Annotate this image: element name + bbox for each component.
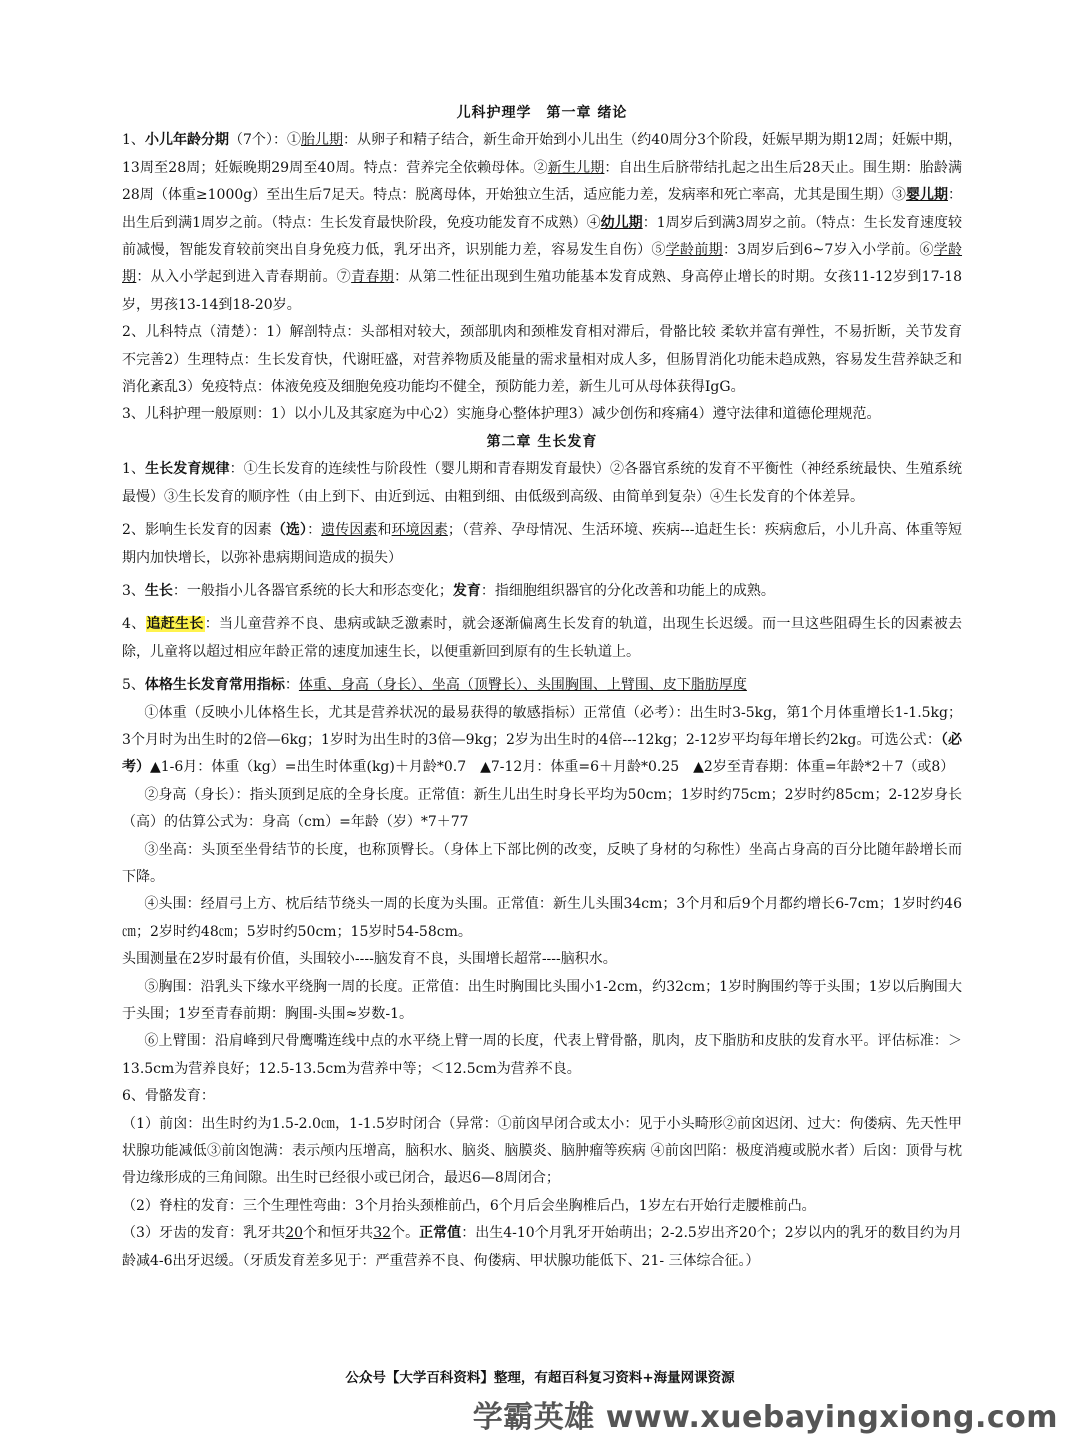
- term-genetic-factors: 遗传因素: [321, 522, 378, 539]
- select-marker: （选）: [271, 522, 308, 539]
- primary-teeth-count: 20: [285, 1225, 304, 1242]
- footer-note: 公众号【大学百科资料】整理，有超百科复习资料+海量网课资源: [345, 1370, 735, 1386]
- text-run: ：①生长发育的连续性与阶段性（婴儿期和青春期发育最快）②各器官系统的发育不平衡性（神经系统最快、生殖系统最慢）③生长发育的顺序性（由上到下、由近到远、由粗到细、由低级到高级、由简单到复杂）④生长发育的个体差异。: [122, 461, 963, 505]
- growth-definition-paragraph: [122, 578, 962, 605]
- height-paragraph: ②身高（身长）：指头顶到足底的全身长度。正常值：新生儿出生时身长平均为50cm；1岁时约75cm；2岁时约85cm；2-12岁身长（高）的估算公式为：身高（cm）=年龄（岁）*7＋77: [122, 786, 962, 831]
- text-run: ；（营养、孕母情况、生活环境、疾病---追赶生长：疾病愈后，小儿升高、体重等短期内加快增长，以弥补患病期间造成的损失）: [122, 522, 963, 566]
- term-environmental-factors: 环境因素: [391, 522, 448, 539]
- chapter1-title: 儿科护理学 第一章 绪论: [456, 105, 628, 121]
- indicators-heading: 体格生长发育常用指标: [144, 677, 285, 694]
- term-infancy: 婴儿期: [905, 187, 949, 204]
- age-stages-paragraph: [122, 127, 962, 319]
- text-run: ：从卵子和精子结合，新生命开始到小儿出生（约40周分3个阶段，妊娠早期为期12周；妊娠中期，13周至28周；妊娠晚期29周至40周。特点：营养完全依赖母体。②: [122, 132, 962, 176]
- pediatric-features-paragraph: 2、儿科特点（清楚）：1）解剖特点：头部相对较大，颈部肌肉和颈椎发育相对滞后，骨骼比较 柔软并富有弹性，不易折断，关节发育不完善2）生理特点：生长发育快，代谢旺盛，对营养物质及能量的需求量相对成人多，但肠胃消化功能未趋成熟，容易发生营养缺乏和消化紊乱3）免疫特点：体液免疫及细胞免疫功能均不健全，预防能力差，新生儿可从母体获得IgG。: [122, 324, 962, 396]
- item-number: 1、: [122, 132, 145, 149]
- text-run: （3）牙齿的发育：乳牙共: [122, 1225, 286, 1242]
- bone-development-heading: 6、骨骼发育：: [122, 1088, 215, 1105]
- item-number: 1、: [122, 461, 146, 478]
- item-number: 3、: [122, 582, 145, 599]
- physical-indicators-paragraph: [122, 672, 962, 699]
- highlighted-term: 追赶生长: [146, 616, 204, 633]
- item-number: 4、: [122, 616, 146, 633]
- fontanelle-paragraph: （1）前囟：出生时约为1.5-2.0㎝，1-1.5岁时闭合（异常：①前囟早闭合或太小：见于小头畸形②前囟迟闭、过大：佝偻病、先天性甲状腺功能减低③前囟饱满：表示颅内压增高，脑积水、脑炎、脑膜炎、脑肿瘤等疾病 ④前囟凹陷：极度消瘦或脱水者）后囟：顶骨与枕骨边缘形成的三角间隙。出生时已经很小或已闭合，最迟6—8周闭合；: [122, 1115, 962, 1187]
- chapter2-title: 第二章 生长发育: [486, 433, 598, 450]
- site-watermark: 学霸英雄 www.xuebayingxiong.com: [472, 1400, 1058, 1435]
- arm-circumference-paragraph: ⑥上臂围：沿肩峰到尺骨鹰嘴连线中点的水平绕上臂一周的长度，代表上臂骨骼，肌肉，皮下脂肪和皮肤的发育水平。评估标准：＞13.5cm为营养良好；12.5-13.5cm为营养中等；＜12.5cm为营养不良。: [122, 1033, 962, 1077]
- term-development: 发育: [452, 582, 481, 599]
- text-run: ：: [307, 522, 322, 539]
- catch-up-growth-paragraph: [122, 611, 962, 666]
- permanent-teeth-count: 32: [373, 1225, 392, 1242]
- term-growth: 生长: [144, 582, 173, 599]
- growth-factors-paragraph: [122, 517, 962, 572]
- indicator-list: 体重、身高（身长）、坐高（顶臀长）、头围胸围、上臂围、皮下脂肪厚度: [298, 677, 747, 694]
- head-circumference-paragraph: ④头围：经眉弓上方、枕后结节绕头一周的长度为头围。正常值：新生儿头围34cm；3个月和后9个月都约增长6-7cm；1岁时约46㎝；2岁时约48㎝；5岁时约50cm；15岁时54-58cm。: [122, 896, 962, 940]
- term-school-age: 学龄期: [122, 242, 963, 286]
- spine-paragraph: （2）脊柱的发育：三个生理性弯曲：3个月抬头颈椎前凸，6个月后会坐胸椎后凸，1岁左右开始行走腰椎前凸。: [122, 1197, 816, 1214]
- text-run: 和: [377, 522, 392, 539]
- teeth-paragraph: [122, 1220, 962, 1275]
- text-run: 2、影响生长发育的因素: [122, 522, 272, 539]
- text-run: ①体重（反映小儿体格生长，尤其是营养状况的最易获得的敏感指标）正常值（必考）：出生时3-5kg，第1个月体重增长1-1.5kg；3个月时为出生时的2倍—6kg；1岁时为出生时的3倍—9kg；2岁为出生时的4倍---12kg；2-12岁平均每年增长约2kg。可选公式：: [122, 704, 962, 748]
- text-run: ：从入小学起到进入青春期前。⑦: [136, 269, 352, 286]
- text-run: 个。: [391, 1225, 420, 1242]
- text-run: ：: [284, 677, 299, 694]
- weight-paragraph: [122, 700, 962, 782]
- text-run: ：出生4-10个月乳牙开始萌出；2-2.5岁出齐20个；2岁以内的乳牙的数目约为月龄减4-6出牙迟缓。（牙质发育差多见于：严重营养不良、佝偻病、甲状腺功能低下、21- 三体综合征。）: [122, 1225, 963, 1269]
- head-circumference-note: 头围测量在2岁时最有价值，头围较小----脑发育不良，头围增长超常----脑积水。: [122, 951, 617, 968]
- text-run: ：3周岁后到6~7岁入小学前。⑥: [722, 242, 934, 259]
- nursing-principles-paragraph: 3、儿科护理一般原则：1）以小儿及其家庭为中心2）实施身心整体护理3）减少创伤和疼痛4）遵守法律和道德伦理规范。: [122, 406, 881, 423]
- term-adolescence: 青春期: [351, 269, 395, 286]
- document-body: [122, 100, 962, 1275]
- normal-value-label: 正常值: [419, 1225, 462, 1242]
- text-run: ：一般指小儿各器官系统的长大和形态变化；: [172, 582, 453, 599]
- growth-rules-heading: 生长发育规律: [145, 461, 230, 478]
- chest-circumference-paragraph: ⑤胸围：沿乳头下缘水平绕胸一周的长度。正常值：出生时胸围比头围小1-2cm，约32cm；1岁时胸围约等于头围；1岁以后胸围大于头围；1岁至青春前期：胸围-头围≈岁数-1。: [122, 978, 962, 1022]
- term-preschool: 学龄前期: [665, 242, 723, 259]
- weight-formulas: ▲1-6月：体重（kg）=出生时体重(kg)＋月龄*0.7 ▲7-12月：体重=6＋月龄*0.25 ▲2岁至青春期：体重=年龄*2＋7（或8）: [150, 759, 955, 776]
- item-number: 5、: [122, 677, 145, 694]
- age-stages-heading: 小儿年龄分期: [144, 132, 229, 149]
- sitting-height-paragraph: ③坐高：头顶至坐骨结节的长度，也称顶臀长。（身体上下部比例的改变，反映了身材的匀称性）坐高占身高的百分比随年龄增长而下降。: [122, 841, 962, 885]
- text-run: ：从第二性征出现到生殖功能基本发育成熟、身高停止增长的时期。女孩11-12岁到17-18岁，男孩13-14到18-20岁。: [122, 269, 963, 313]
- text-run: 个和恒牙共: [303, 1225, 374, 1242]
- text-run: ：自出生后脐带结扎起之出生后28天止。围生期：胎龄满28周（体重≥1000g）至出生后7足天。特点：脱离母体，开始独立生活，适应能力差，发病率和死亡率高，尤其是围生期）③: [122, 159, 962, 204]
- growth-rules-paragraph: [122, 456, 962, 511]
- term-neonatal-period: 新生儿期: [547, 159, 605, 176]
- must-know-marker: （必考）: [122, 731, 962, 776]
- text-run: ：指细胞组织器官的分化改善和功能上的成熟。: [480, 582, 775, 599]
- term-toddler: 幼儿期: [600, 214, 643, 231]
- text-run: ：出生后到满1周岁之前。（特点：生长发育最快阶段，免疫功能发育不成熟）④: [122, 187, 963, 231]
- term-fetal-period: 胎儿期: [300, 132, 343, 149]
- text-run: ：当儿童营养不良、患病或缺乏激素时，就会逐渐偏离生长发育的轨道，出现生长迟缓。而一旦这些阻碍生长的因素被去除，儿童将以超过相应年龄正常的速度加速生长，以便重新回到原有的生长轨道上。: [122, 616, 962, 660]
- text-run: （7个）：①: [229, 132, 301, 149]
- text-run: ：1周岁后到满3周岁之前。（特点：生长发育速度较前减慢，智能发育较前突出自身免疫力低，乳牙出齐，识别能力差，容易发生自伤）⑤: [122, 214, 962, 259]
